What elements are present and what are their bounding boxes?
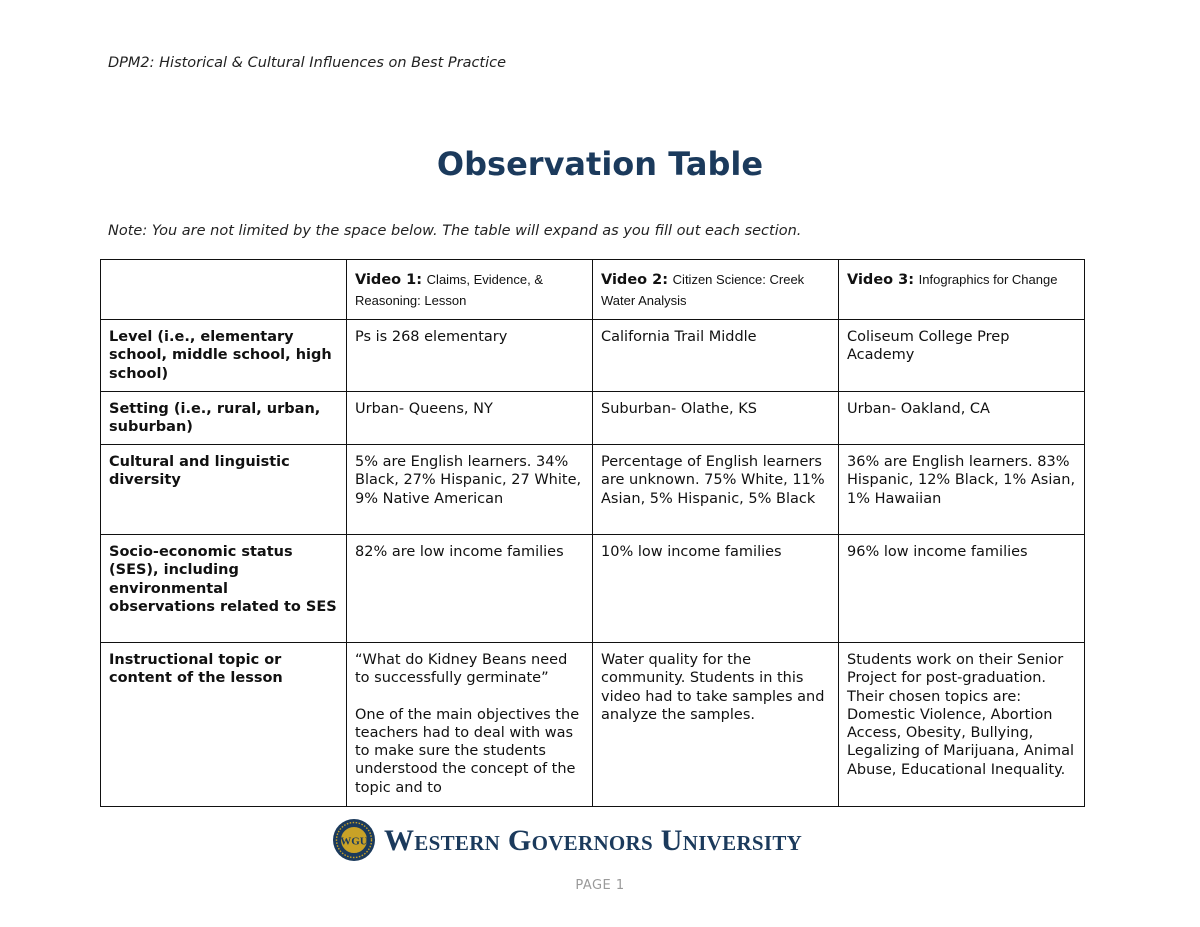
table-row-ses [101,535,1085,643]
table-cell: 5% are English learners. 34% Black, 27% Hispanic, 27 White, 9% Native American [347,445,593,535]
video-3-title: Infographics for Change [918,272,1058,287]
row-label-diversity: Cultural and linguistic diversity [101,445,347,535]
header-cell-video-3 [839,260,1085,320]
video-1-label: Video 1: [355,272,423,288]
table-cell: Students work on their Senior Project for post-graduation. Their chosen topics are: Domestic Violence, Abortion Access, Obesity, Bullying, Legalizing of Marijuana, Animal Abuse, Educational Inequality. [839,643,1085,807]
video-2-title: Citizen Science: Creek Water Analysis [601,272,805,308]
row-label-ses: Socio-economic status (SES), including environmental observations related to SES [101,535,347,643]
svg-text:WGU: WGU [340,835,368,848]
table-header-row [101,260,1085,320]
table-cell: Water quality for the community. Students in this video had to take samples and analyze the samples. [593,643,839,807]
table-cell: Coliseum College Prep Academy [839,320,1085,392]
table-row-diversity [101,445,1085,535]
table-cell: 82% are low income families [347,535,593,643]
logo-wordmark: Western Governors University [384,824,803,857]
table-cell [347,643,593,807]
table-cell: Urban- Queens, NY [347,392,593,445]
video-2-label: Video 2: [601,272,669,288]
table-cell: Ps is 268 elementary [347,320,593,392]
table-cell: California Trail Middle [593,320,839,392]
page-number: PAGE 1 [575,878,625,893]
table-cell: 96% low income families [839,535,1085,643]
table-cell: 36% are English learners. 83% Hispanic, 12% Black, 1% Asian, 1% Hawaiian [839,445,1085,535]
table-cell: 10% low income families [593,535,839,643]
document-header: DPM2: Historical & Cultural Influences on Best Practice [108,55,507,71]
table-cell: Percentage of English learners are unknown. 75% White, 11% Asian, 5% Hispanic, 5% Black [593,445,839,535]
table-row-topic [101,643,1085,807]
header-cell-empty [101,260,347,320]
header-cell-video-2 [593,260,839,320]
cell-paragraph: One of the main objectives the teachers had to deal with was to make sure the students understood the concept of the topic and to [355,706,580,796]
video-3-label: Video 3: [847,272,915,288]
table-cell: Suburban- Olathe, KS [593,392,839,445]
cell-paragraph: “What do Kidney Beans need to successfully germinate” [355,652,568,687]
page-title: Observation Table [436,145,764,183]
table-row-level [101,320,1085,392]
table-cell: Urban- Oakland, CA [839,392,1085,445]
table-note: Note: You are not limited by the space below. The table will expand as you fill out each section. [108,223,802,239]
row-label-setting: Setting (i.e., rural, urban, suburban) [101,392,347,445]
row-label-level: Level (i.e., elementary school, middle school, high school) [101,320,347,392]
table-row-setting [101,392,1085,445]
observation-table [100,259,1085,807]
wgu-logo [332,818,842,864]
header-cell-video-1 [347,260,593,320]
university-seal-icon [332,818,376,862]
row-label-topic: Instructional topic or content of the lesson [101,643,347,807]
video-1-title: Claims, Evidence, & Reasoning: Lesson [355,272,543,308]
